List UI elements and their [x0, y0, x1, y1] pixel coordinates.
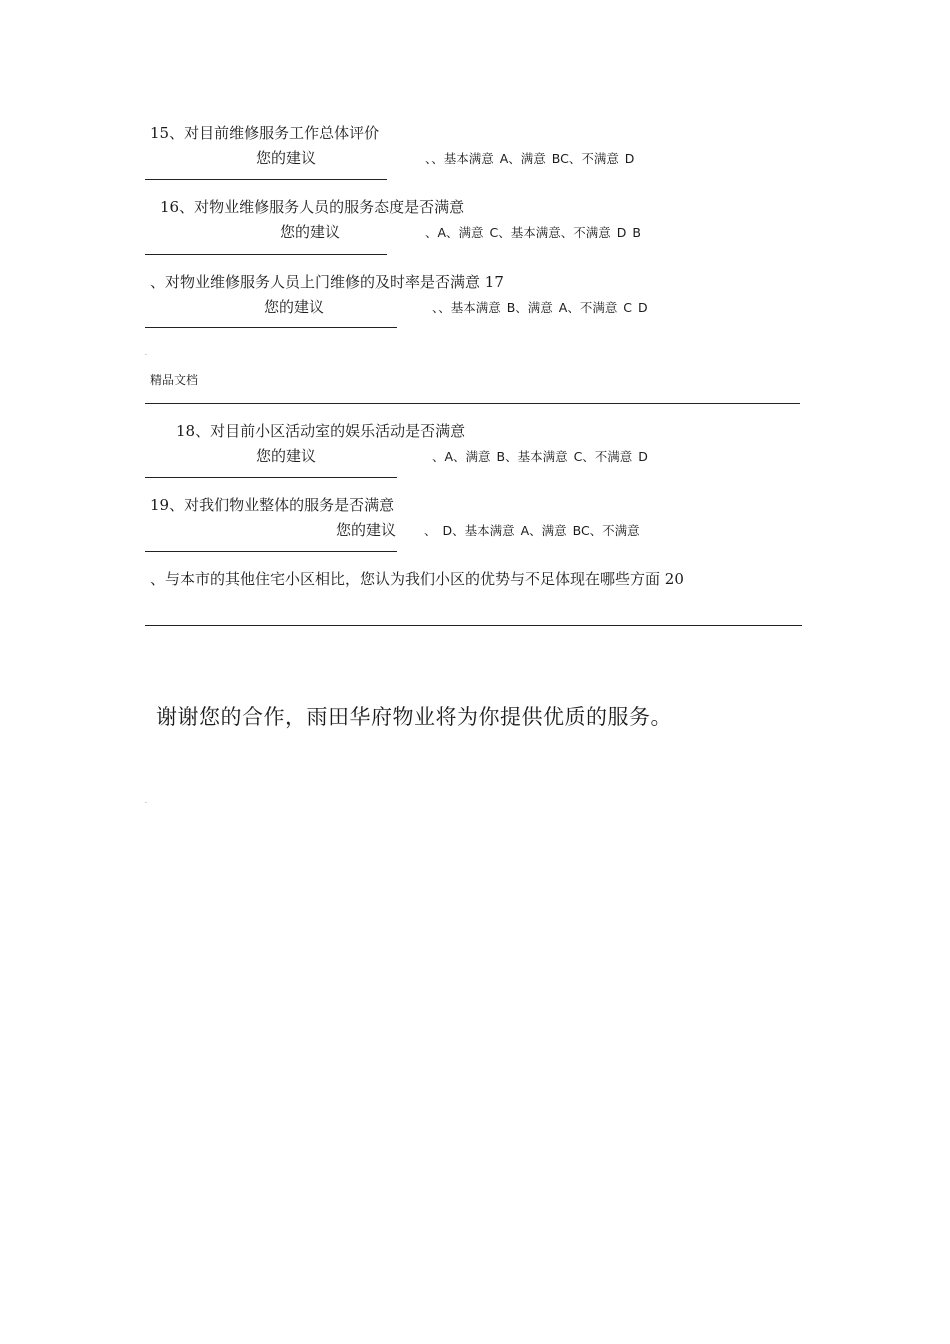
answer-line-18[interactable]	[145, 477, 397, 478]
page-header: 精品文档	[150, 373, 199, 387]
options-19: 、 D、基本满意 A、满意 BC、不满意	[424, 523, 640, 538]
answer-line-20[interactable]	[145, 625, 802, 626]
question-18: 18、对目前小区活动室的娱乐活动是否满意	[176, 422, 466, 440]
suggestion-label-19: 您的建议	[336, 521, 397, 539]
suggestion-label-18: 您的建议	[256, 447, 317, 465]
question-19: 19、对我们物业整体的服务是否满意	[150, 496, 395, 514]
options-16: 、A、满意 C、基本满意、不满意 D B	[425, 225, 641, 240]
suggestion-label-17: 您的建议	[264, 298, 325, 316]
thanks-message: 谢谢您的合作，雨田华府物业将为你提供优质的服务。	[156, 705, 672, 729]
page-mark-top: .	[145, 350, 147, 357]
answer-line-19[interactable]	[145, 551, 397, 552]
question-17: 、对物业维修服务人员上门维修的及时率是否满意 17	[150, 273, 504, 291]
answer-line-16[interactable]	[145, 254, 387, 255]
suggestion-label-16: 您的建议	[280, 223, 341, 241]
question-20: 、与本市的其他住宅小区相比，您认为我们小区的优势与不足体现在哪些方面 20	[150, 570, 684, 588]
page-mark-bottom: .	[145, 798, 147, 805]
options-15: 、、基本满意 A、满意 BC、不满意 D	[425, 151, 635, 166]
options-18: 、A、满意 B、基本满意 C、不满意 D	[432, 449, 648, 464]
suggestion-label-15: 您的建议	[256, 149, 317, 167]
answer-line-15[interactable]	[145, 179, 387, 180]
header-rule	[145, 403, 800, 404]
options-17: 、、基本满意 B、满意 A、不满意 C D	[432, 300, 648, 315]
answer-line-17[interactable]	[145, 327, 397, 328]
question-16: 16、对物业维修服务人员的服务态度是否满意	[160, 198, 465, 216]
question-15: 15、对目前维修服务工作总体评价	[150, 124, 380, 142]
